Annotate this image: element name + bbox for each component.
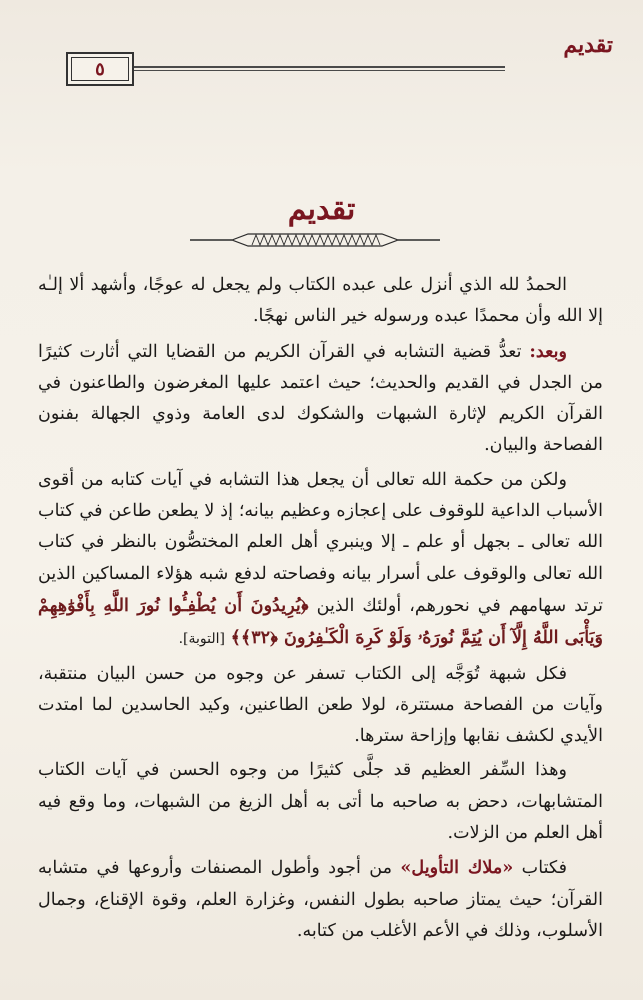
header-rule — [82, 66, 505, 68]
body-text — [38, 270, 603, 950]
paragraph-6-text: من أجود وأطول المصنفات وأروعها في متشابه القرآن؛ حيث يمتاز صاحبه بطول النفس، وغزارة العلم، وقوة الإقناع، وجمال الأسلوب، وذلك في الأعم الأغلب من كتابه. — [38, 858, 603, 941]
paragraph-5-text: وهذا السِّفر العظيم قد جلَّى كثيرًا من وجوه الحسن في آيات الكتاب المتشابهات، دحض به صاحبه ما أتى به أهل الزيغ من الشبهات، وما وقع فيه أهل العلم من الزلات. — [38, 760, 603, 844]
title-ornament-icon — [190, 232, 440, 248]
quran-quote: ﴿يُرِيدُونَ أَن يُطْفِـُٔوا نُورَ اللَّهِ بِأَفْوَٰهِهِمْ وَيَأْبَى اللَّهُ إِلَّآ أَن يُتِمَّ نُورَهُۥ وَلَوْ كَرِهَ الْكَـٰفِرُونَ ﴿٣٢﴾﴾ — [38, 594, 603, 649]
paragraph-1-text: الحمدُ لله الذي أنزل على عبده الكتاب ولم يجعل له عوجًا، وأشهد ألا إلـٰه إلا الله وأن محمدًا عبده ورسوله خير الناس نهجًا. — [38, 275, 603, 327]
header-rule-thin — [82, 70, 505, 71]
paragraph-1 — [38, 270, 603, 333]
paragraph-3 — [38, 465, 603, 656]
paragraph-4-text: فكل شبهة تُوَجَّه إلى الكتاب تسفر عن وجوه من حسن البيان منتقبة، وآيات من الفصاحة مستترة، لولا طعن الطاعنين، وكيد الحاسدين لما امتدت الأيدي لكشف نقابها وإزاحة سترها. — [38, 663, 603, 747]
quran-reference: [التوبة]. — [178, 631, 225, 648]
paragraph-4 — [38, 659, 603, 753]
paragraph-2-text: تعدُّ قضية التشابه في القرآن الكريم من القضايا التي أثارت كثيرًا من الجدل في القديم والحديث؛ حيث اعتمد عليها المغرضون والطاعنون في القرآن الكريم لإثارة الشبهات والشكوك لدى العامة وذوي الجهالة بفنون الفصاحة والبيان. — [38, 341, 603, 456]
book-title: «ملاك التأويل» — [400, 857, 514, 879]
page-number: ٥ — [95, 58, 105, 80]
paragraph-3-text: ولكن من حكمة الله تعالى أن يجعل هذا التشابه في آيات كتابه من أقوى الأسباب الداعية للوقوف على إعجازه وعظيم بيانه؛ إذ لا يطعن طاعن في كتاب الله تعالى ـ بجهل أو علم ـ إلا وينبري أهل العلم المختصُّون بالنظر في كتاب الله تعالى والوقوف على أسرار بيانه وفصاحته لدفع شبه هؤلاء المساكين الذين ترتد سهامهم في نحورهم، أولئك الذين — [38, 469, 603, 616]
chapter-title: تقديم — [287, 192, 356, 227]
paragraph-6 — [38, 852, 603, 947]
running-header — [22, 32, 613, 80]
page-number-box — [66, 52, 134, 86]
paragraph-2-lead: وبعد: — [529, 340, 567, 362]
running-title: تقديم — [563, 32, 613, 58]
paragraph-2 — [38, 336, 603, 462]
paragraph-5 — [38, 755, 603, 849]
paragraph-6-pre: فكتاب — [521, 858, 567, 879]
